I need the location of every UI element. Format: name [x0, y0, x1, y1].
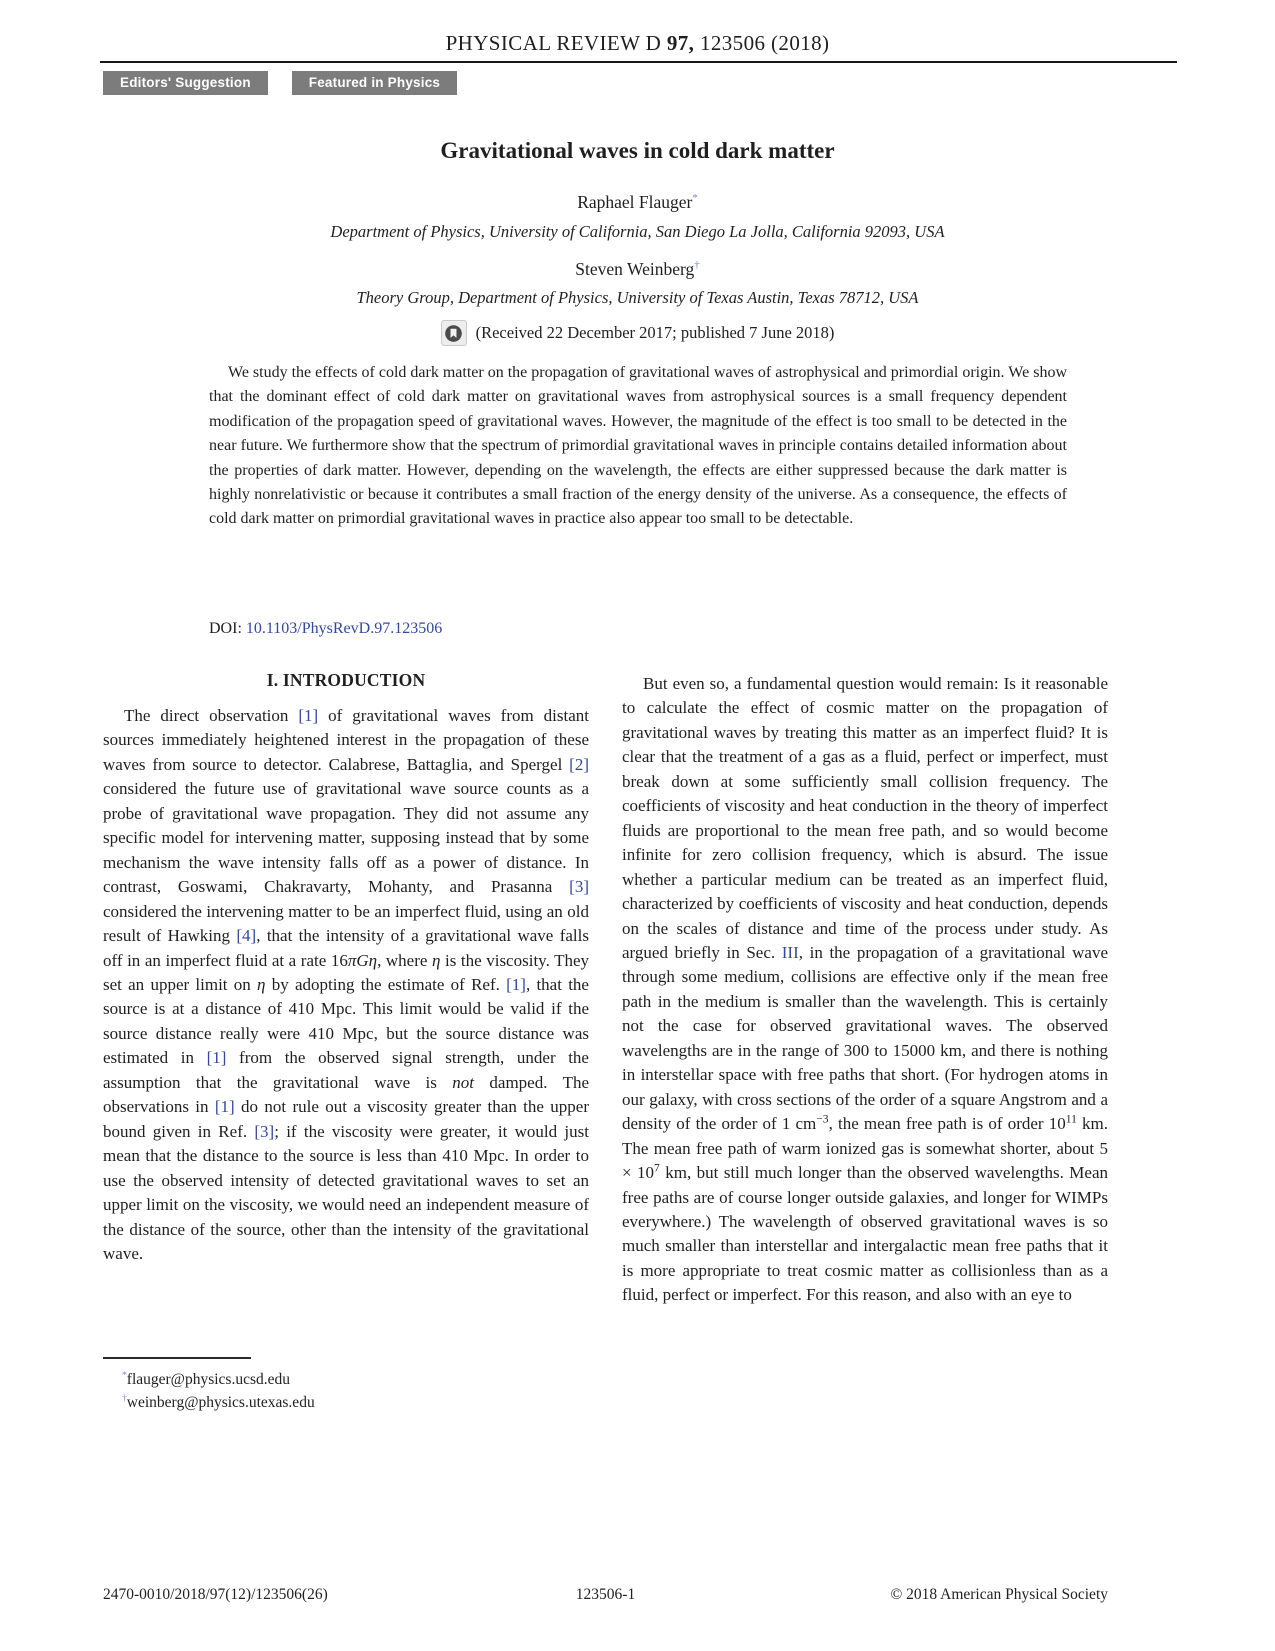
- doi-link[interactable]: 10.1103/PhysRevD.97.123506: [245, 620, 443, 637]
- citation-link[interactable]: [2]: [569, 754, 589, 774]
- footer-issn: 2470-0010/2018/97(12)/123506(26): [103, 1586, 328, 1603]
- footnote-2-email[interactable]: weinberg@physics.utexas.edu: [126, 1394, 315, 1411]
- author-2-footnote-marker[interactable]: †: [694, 259, 700, 272]
- citation-link[interactable]: [1]: [206, 1048, 227, 1068]
- footnote-1-email[interactable]: flauger@physics.ucsd.edu: [126, 1371, 291, 1388]
- citation-link[interactable]: [3]: [254, 1121, 275, 1141]
- author-2-name: Steven Weinberg: [575, 259, 695, 279]
- page-footer: [103, 1586, 1108, 1604]
- badge-row: [103, 71, 457, 95]
- citation-link[interactable]: [1]: [214, 1097, 235, 1117]
- introduction-paragraph-left: The direct observation [1] of gravitational waves from distant sources immediately heightened interest in the propagation of these waves from source to detector. Calabrese, Battaglia, and Spergel [2] considered the future use of gravitational wave source counts as a probe of gravitational wave propagation. They did not assume any specific model for intervening matter, supposing instead that by some mechanism the wave intensity falls off as a power of distance. In contrast, Goswami, Chakravarty, Mohanty, and Prasanna [3] considered the intervening matter to be an imperfect fluid, using an old result of Hawking [4], that the intensity of a gravitational wave falls off in an imperfect fluid at a rate 16πGη, where η is the viscosity. They set an upper limit on η by adopting the estimate of Ref. [1], that the source is at a distance of 410 Mpc. This limit would be valid if the source distance really were 410 Mpc, but the source distance was estimated in [1] from the observed signal strength, under the assumption that the gravitational wave is not damped. The observations in [1] do not rule out a viscosity greater than the upper bound given in Ref. [3]; if the viscosity were greater, it would just mean that the distance to the source is less than 410 Mpc. In order to use the observed intensity of detected gravitational waves to set an upper limit on the viscosity, we would need an independent measure of the distance of the source, other than the intensity of the gravitational wave.: [103, 706, 590, 1263]
- citation-link[interactable]: [1]: [506, 974, 526, 994]
- doi-label: DOI:: [209, 620, 242, 637]
- footnotes: [103, 1368, 589, 1414]
- section-heading-introduction: I. INTRODUCTION: [266, 670, 426, 690]
- citation-link[interactable]: [3]: [569, 877, 589, 897]
- journal-name: PHYSICAL REVIEW D: [445, 31, 662, 55]
- introduction-paragraph-right: But even so, a fundamental question would remain: Is it reasonable to calculate the effect of cosmic matter on the propagation of gravitational waves by treating this matter as an imperfect fluid? It is clear that the treatment of a gas as a fluid, perfect or imperfect, must break down at some sufficiently small collision frequency. The coefficients of viscosity and heat conduction in the theory of imperfect fluids are proportional to the mean free path, and so would become infinite for zero collision frequency, which is absurd. The issue whether a particular medium can be treated as an imperfect fluid, characterized by coefficients of viscosity and heat conduction, depends on the scales of distance and time of the process under study. As argued briefly in Sec. III, in the propagation of a gravitational wave through some medium, collisions are effective only if the mean free path in the medium is smaller than the wavelength. This is certainly not the case for observed gravitational waves. The observed wavelengths are in the range of 300 to 15000 km, and there is nothing in interstellar space with free paths that short. (For hydrogen atoms in our galaxy, with cross sections of the order of a square Angstrom and a density of the order of 1 $cm^{-3}$, the mean free path is of order $10^{11}$ km. The mean free path of warm ionized gas is somewhat shorter, about $5 \times 10^7$ km, but still much longer than the observed wavelengths. Mean free paths are of course longer outside galaxies, and longer for WIMPs everywhere.) The wavelength of observed gravitational waves is so much smaller than interstellar and intergalactic mean free paths that it is more appropriate to treat cosmic matter as collisionless than as a fluid, perfect or imperfect. For this reason, and also with an eye to: [622, 674, 1108, 1305]
- footnote-2-marker: †: [122, 1392, 127, 1404]
- text-segment: not: [452, 1072, 474, 1092]
- received-text: (Received 22 December 2017; published 7 June 2018): [475, 323, 835, 342]
- footnote-2: [103, 1391, 589, 1414]
- footnote-1: [103, 1368, 589, 1391]
- header-divider: [100, 61, 1177, 63]
- author-1: [0, 192, 1275, 213]
- right-column: [622, 672, 1108, 1308]
- citation-link[interactable]: [4]: [236, 926, 257, 946]
- received-line: [0, 320, 1275, 346]
- text-segment: πGη: [347, 950, 378, 970]
- footer-copyright: © 2018 American Physical Society: [890, 1586, 1108, 1603]
- text-segment: 7: [654, 1161, 660, 1175]
- abstract: We study the effects of cold dark matter on the propagation of gravitational waves of astrophysical and primordial origin. We show that the dominant effect of cold dark matter on gravitational waves from astrophysical sources is a small frequency dependent modification of the propagation speed of gravitational waves. However, the magnitude of the effect is too small to be detected in the near future. We furthermore show that the spectrum of primordial gravitational waves in principle contains detailed information about the properties of dark matter. However, depending on the wavelength, the effects are either suppressed because the dark matter is highly nonrelativistic or because it contributes a small fraction of the energy density of the universe. As a consequence, the effects of cold dark matter on primordial gravitational waves in practice also appear too small to be detectable.: [209, 364, 1067, 528]
- text-segment: η: [431, 950, 441, 970]
- featured-in-physics-badge[interactable]: Featured in Physics: [292, 71, 457, 95]
- editors-suggestion-badge[interactable]: Editors' Suggestion: [103, 71, 268, 95]
- author-1-name: Raphael Flauger: [577, 192, 693, 212]
- text-segment: 11: [1065, 1112, 1077, 1126]
- footnote-1-marker: *: [122, 1369, 127, 1381]
- journal-volume: 97,: [666, 31, 695, 55]
- footnote-divider: [103, 1357, 251, 1359]
- author-1-footnote-marker[interactable]: *: [692, 192, 698, 205]
- author-1-affiliation: Department of Physics, University of California, San Diego La Jolla, California 92093, USA: [330, 222, 945, 241]
- citation-link[interactable]: [1]: [298, 706, 319, 725]
- journal-header: [0, 31, 1275, 56]
- left-column: [103, 670, 589, 1266]
- text-segment: −3: [816, 1112, 829, 1126]
- journal-article-info: 123506 (2018): [699, 31, 830, 55]
- crossmark-update-icon[interactable]: [441, 320, 467, 346]
- page-title: Gravitational waves in cold dark matter: [440, 138, 835, 163]
- text-segment: η: [257, 974, 266, 994]
- footer-page-number: 123506-1: [575, 1586, 636, 1603]
- doi-line: [209, 620, 442, 638]
- author-2: [0, 259, 1275, 280]
- citation-link[interactable]: III: [781, 942, 799, 962]
- author-2-affiliation: Theory Group, Department of Physics, University of Texas Austin, Texas 78712, USA: [356, 288, 919, 307]
